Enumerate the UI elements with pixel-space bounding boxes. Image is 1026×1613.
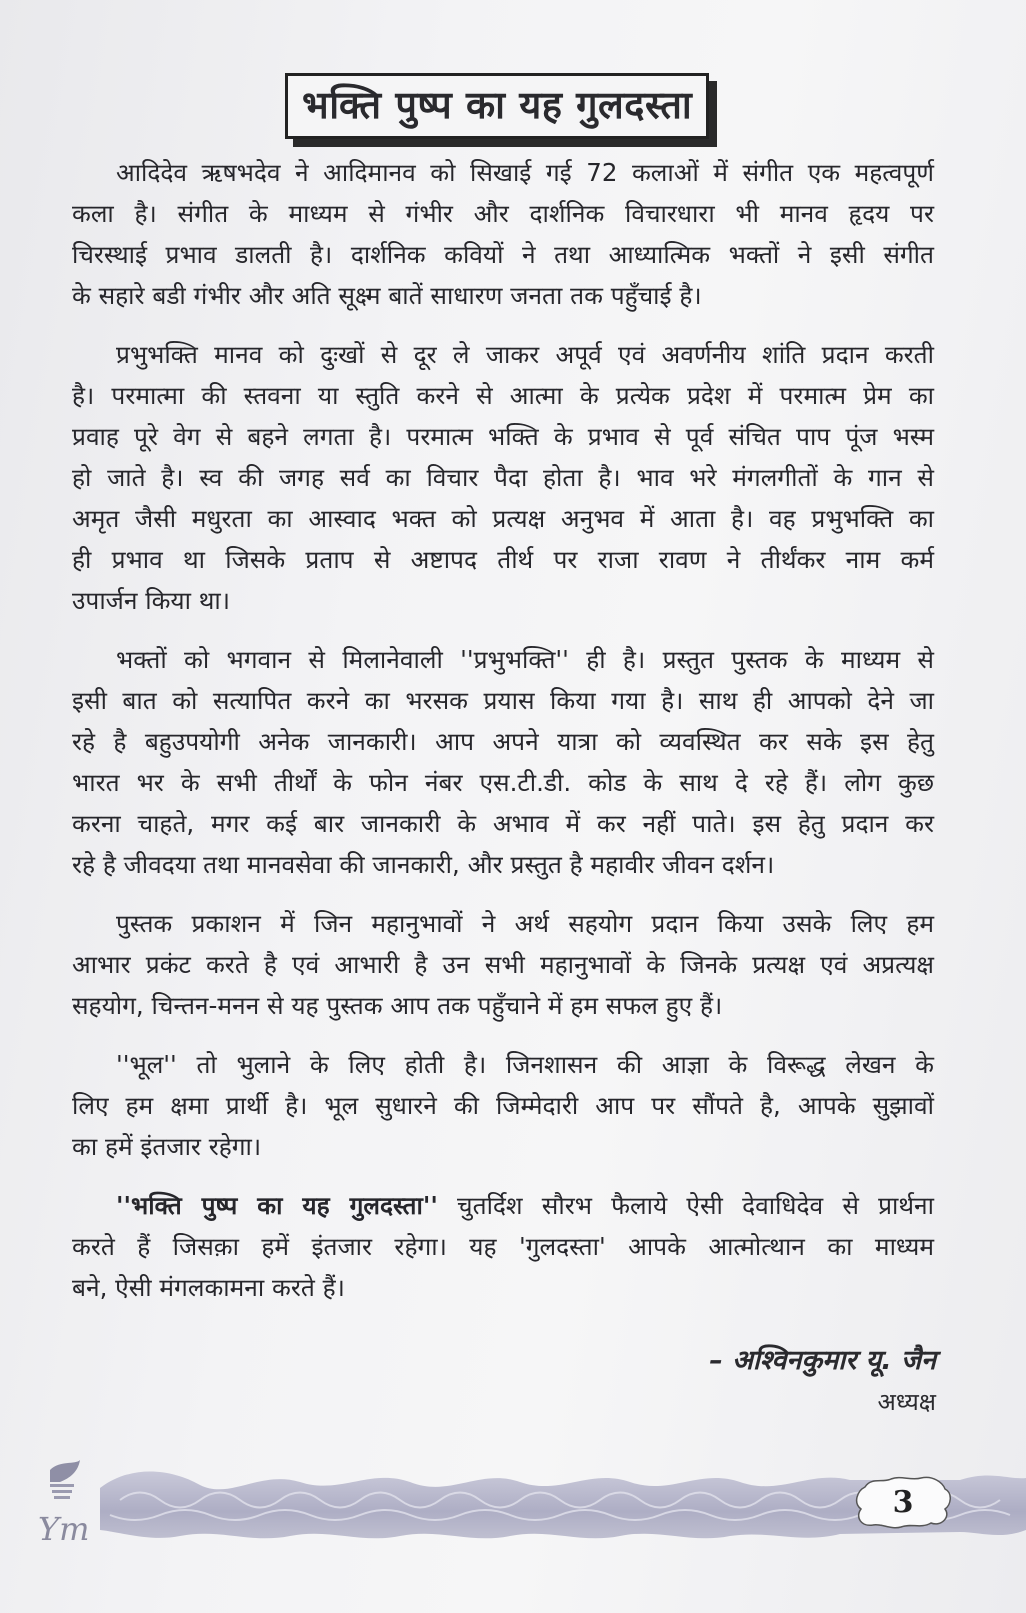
- text-line: भारत भर के सभी तीर्थों के फोन नंबर एस.टी.डी. कोड के साथ दे रहे हैं। लोग कुछ: [72, 768, 934, 797]
- text-line: कला है। संगीत के माध्यम से गंभीर और दार्शनिक विचारधारा भी मानव हृदय पर: [72, 199, 934, 228]
- text-line: का हमें इंतजार रहेगा।: [72, 1132, 262, 1161]
- text-line: भक्तों को भगवान से मिलानेवाली ''प्रभुभक्ति'' ही है। प्रस्तुत पुस्तक के माध्यम से: [116, 645, 934, 674]
- text-line: इसी बात को सत्यापित करने का भरसक प्रयास किया गया है। साथ ही आपको देने जा: [72, 686, 934, 715]
- text-line: ''भूल'' तो भुलाने के लिए होती है। जिनशासन की आज्ञा के विरूद्ध लेखन के: [116, 1050, 934, 1079]
- text-run: चुतर्दिश सौरभ फैलाये ऐसी देवाधिदेव से प्रार्थना: [437, 1191, 934, 1220]
- text-line: करना चाहते, मगर कई बार जानकारी के अभाव में कर नहीं पाते। इस हेतु प्रदान कर: [72, 809, 934, 838]
- text-line: ही प्रभाव था जिसके प्रताप से अष्टापद तीर्थ पर राजा रावण ने तीर्थंकर नाम कर्म: [72, 545, 934, 574]
- text-line: के सहारे बडी गंभीर और अति सूक्ष्म बातें साधारण जनता तक पहुँचाई है।: [72, 281, 702, 310]
- publisher-logo-text: Ym: [38, 1510, 90, 1548]
- text-line: बने, ऐसी मंगलकामना करते हैं।: [72, 1273, 345, 1302]
- page-title: भक्ति पुष्प का यह गुलदस्ता: [302, 83, 693, 127]
- title-box: [285, 73, 709, 139]
- text-line: प्रवाह पूरे वेग से बहने लगता है। परमात्म भक्ति के प्रभाव से पूर्व संचित पाप पूंज भस्म: [72, 422, 934, 451]
- text-line: उपार्जन किया था।: [72, 586, 231, 615]
- page-number: 3: [892, 1485, 914, 1520]
- page-number-badge: [853, 1475, 953, 1530]
- text-line: आदिदेव ऋषभदेव ने आदिमानव को सिखाई गई 72 कलाओं में संगीत एक महत्वपूर्ण: [116, 158, 934, 187]
- body-text: [72, 152, 934, 1326]
- book-title-quote: ''भक्ति पुष्प का यह गुलदस्ता'': [116, 1191, 438, 1220]
- text-line: रहे है बहुउपयोगी अनेक जानकारी। आप अपने यात्रा को व्यवस्थित कर सके इस हेतु: [72, 727, 934, 756]
- text-line: [72, 1185, 934, 1226]
- text-line: प्रभुभक्ति मानव को दुःखों से दूर ले जाकर अपूर्व एवं अवर्णनीय शांति प्रदान करती: [116, 340, 934, 369]
- text-line: लिए हम क्षमा प्रार्थी है। भूल सुधारने की जिम्मेदारी आप पर सौंपते है, आपके सुझावों: [72, 1091, 934, 1120]
- paragraph-1: [72, 152, 934, 316]
- text-line: सहयोग, चिन्तन-मनन से यह पुस्तक आप तक पहुँचाने में हम सफल हुए हैं।: [72, 991, 723, 1020]
- author-name: – अश्विनकुमार यू. जैन: [709, 1345, 936, 1376]
- author-role: अध्यक्ष: [877, 1388, 936, 1416]
- paragraph-6: [72, 1185, 934, 1308]
- signature-block: [709, 1340, 936, 1418]
- text-line: रहे है जीवदया तथा मानवसेवा की जानकारी, और प्रस्तुत है महावीर जीवन दर्शन।: [72, 850, 775, 879]
- text-line: है। परमात्मा की स्तवना या स्तुति करने से आत्मा के प्रत्येक प्रदेश में परमात्म प्रेम का: [72, 381, 934, 410]
- paragraph-3: [72, 639, 934, 885]
- text-line: अमृत जैसी मधुरता का आस्वाद भक्त को प्रत्यक्ष अनुभव में आता है। वह प्रभुभक्ति का: [72, 504, 934, 533]
- paragraph-5: [72, 1044, 934, 1167]
- text-line: चिरस्थाई प्रभाव डालती है। दार्शनिक कवियों ने तथा आध्यात्मिक भक्तों ने इसी संगीत: [72, 240, 934, 269]
- text-line: पुस्तक प्रकाशन में जिन महानुभावों ने अर्थ सहयोग प्रदान किया उसके लिए हम: [116, 909, 934, 938]
- paragraph-2: [72, 334, 934, 621]
- text-line: हो जाते है। स्व की जगह सर्व का विचार पैदा होता है। भाव भरे मंगलगीतों के गान से: [72, 463, 934, 492]
- text-line: करते हैं जिसक़ा हमें इंतजार रहेगा। यह 'गुलदस्ता' आपके आत्मोत्थान का माध्यम: [72, 1232, 934, 1261]
- text-line: आभार प्रकंट करते है एवं आभारी है उन सभी महानुभावों के जिनके प्रत्यक्ष एवं अप्रत्यक्ष: [72, 950, 934, 979]
- paragraph-4: [72, 903, 934, 1026]
